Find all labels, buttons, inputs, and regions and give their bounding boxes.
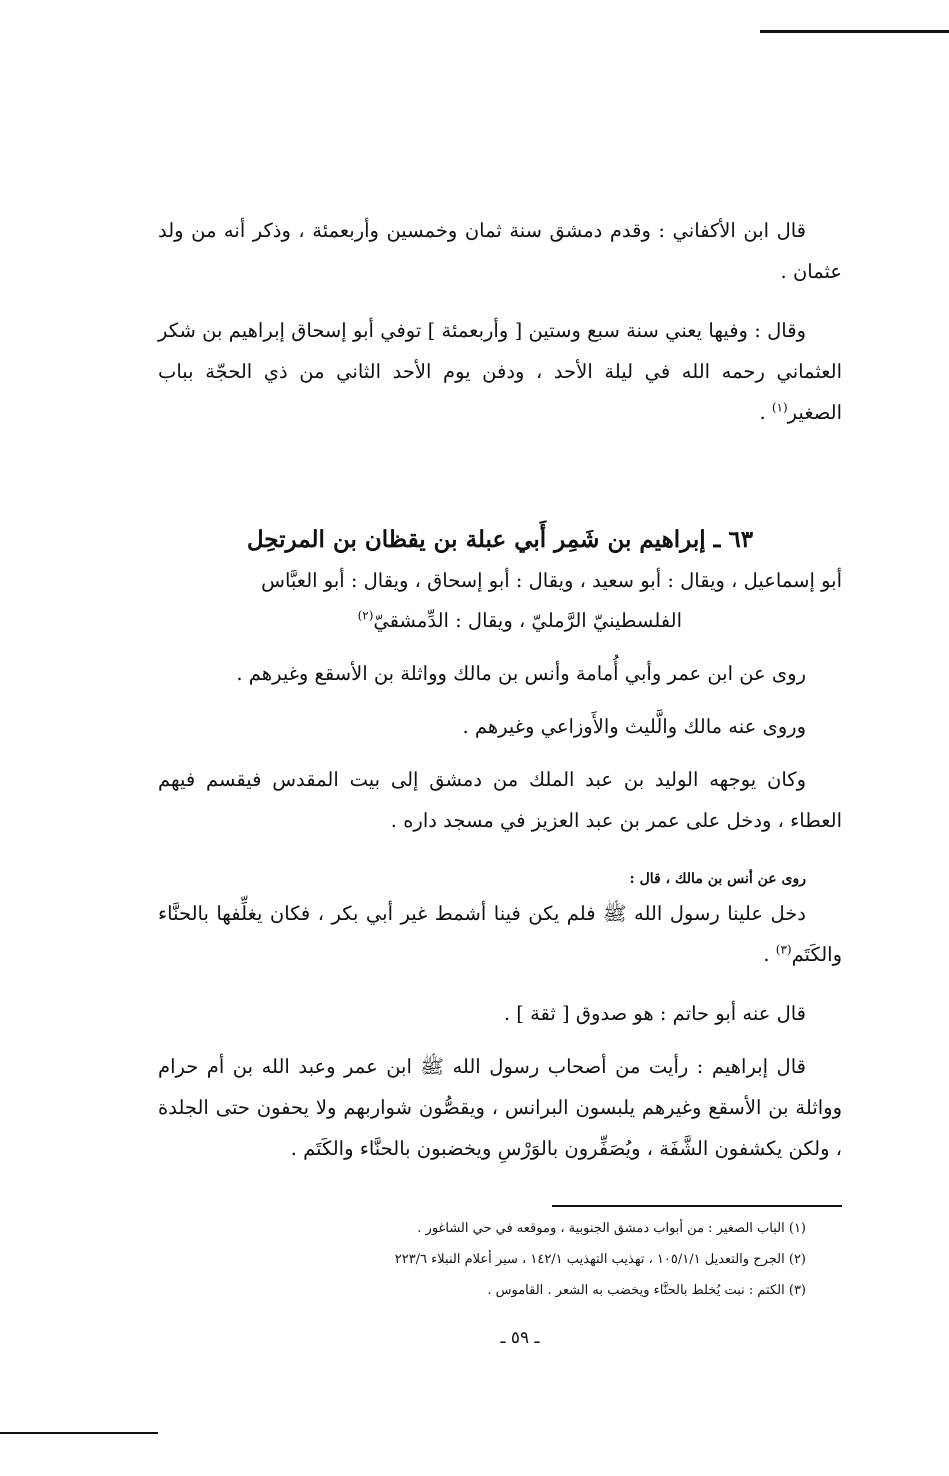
paragraph-ibrahim-quote: قال إبراهيم : رأيت من أصحاب رسول الله ﷺ ابن عمر وعبد الله بن أم حرام وواثلة بن الأسقع وغيرهم يلبسون البرانس ، ويقصُّون شواربهم ولا يحفون حتى الجلدة ، ولكن يكشفون الشَّفَة ، ويُصَفِّرون بالوَرْسِ ويخضبون بالحنَّاء والكَتَم . [158, 1055, 842, 1160]
entry-heading: ٦٣ ـ إبراهيم بن شَمِر أَبي عبلة بن يقظان بن المرتحِل [246, 526, 754, 553]
entry-kunya [158, 561, 842, 641]
footnote-2: (٢) الجرح والتعديل ١٠٥/١/١ ، تهذيب التهذيب ١٤٢/١ ، سير أعلام النبلاء ٢٢٣/٦ [394, 1252, 806, 1267]
footnote-3: (٣) الكتم : نبت يُخلط بالحنَّاء ويخضب به الشعر . القاموس . [487, 1283, 806, 1298]
footnote-ref-2: (٢) [357, 608, 374, 623]
page-number: ـ ٥٩ ـ [500, 1328, 540, 1348]
narration-label: روى عن أنس بن مالك ، قال : [629, 871, 806, 887]
kunya-line-1: أبو إسماعيل ، ويقال : أبو سعيد ، ويقال : أبو إسحاق ، ويقال : أبو العبَّاس [261, 569, 842, 592]
footnote-separator [552, 1205, 842, 1207]
paragraph-death-date: وقال : وفيها يعني سنة سبع وستين [ وأربعمئة ] توفي أبو إسحاق إبراهيم بن شكر العثماني رحمه الله في ليلة الأحد ، ودفن يوم الأحد الثاني من ذي الحجّة بباب الصغير$^{(١)}$ . [158, 319, 842, 424]
paragraph-narrated-by: وروى عنه مالك والَّليث والأَوزاعي وغيرهم . [462, 715, 806, 738]
kunya-line-2: الفلسطينيّ الرَّمليّ ، ويقال : الدِّمشقيّ$^{(٢)}$ [357, 608, 682, 632]
top-edge-rule [760, 30, 949, 33]
paragraph-narrated-from: روى عن ابن عمر وأبي أُمامة وأنس بن مالك وواثلة بن الأسقع وغيرهم . [236, 662, 806, 685]
footnote-ref-3: (٣) [775, 942, 792, 957]
paragraph-hadith: دخل علينا رسول الله ﷺ فلم يكن فينا أشمط غير أبي بكر ، فكان يغلِّفها بالحنَّاء والكَتَم$^{(٣)}$ . [158, 902, 842, 966]
bottom-edge-rule [0, 1432, 158, 1434]
footnote-ref-1: (١) [771, 400, 788, 415]
paragraph-walid: وكان يوجهه الوليد بن عبد الملك من دمشق إلى بيت المقدس فيقسم فيهم العطاء ، ودخل على عمر بن عبد العزيز في مسجد داره . [158, 768, 842, 832]
footnote-1: (١) الباب الصغير : من أبواب دمشق الجنوبية ، وموقعه في حي الشاغور . [417, 1221, 806, 1236]
paragraph-ibn-akfani: قال ابن الأكفاني : وقدم دمشق سنة ثمان وخمسين وأربعمئة ، وذكر أنه من ولد عثمان . [158, 219, 842, 283]
book-page-text [158, 210, 842, 1348]
paragraph-abu-hatim: قال عنه أبو حاتم : هو صدوق [ ثقة ] . [503, 1002, 806, 1025]
